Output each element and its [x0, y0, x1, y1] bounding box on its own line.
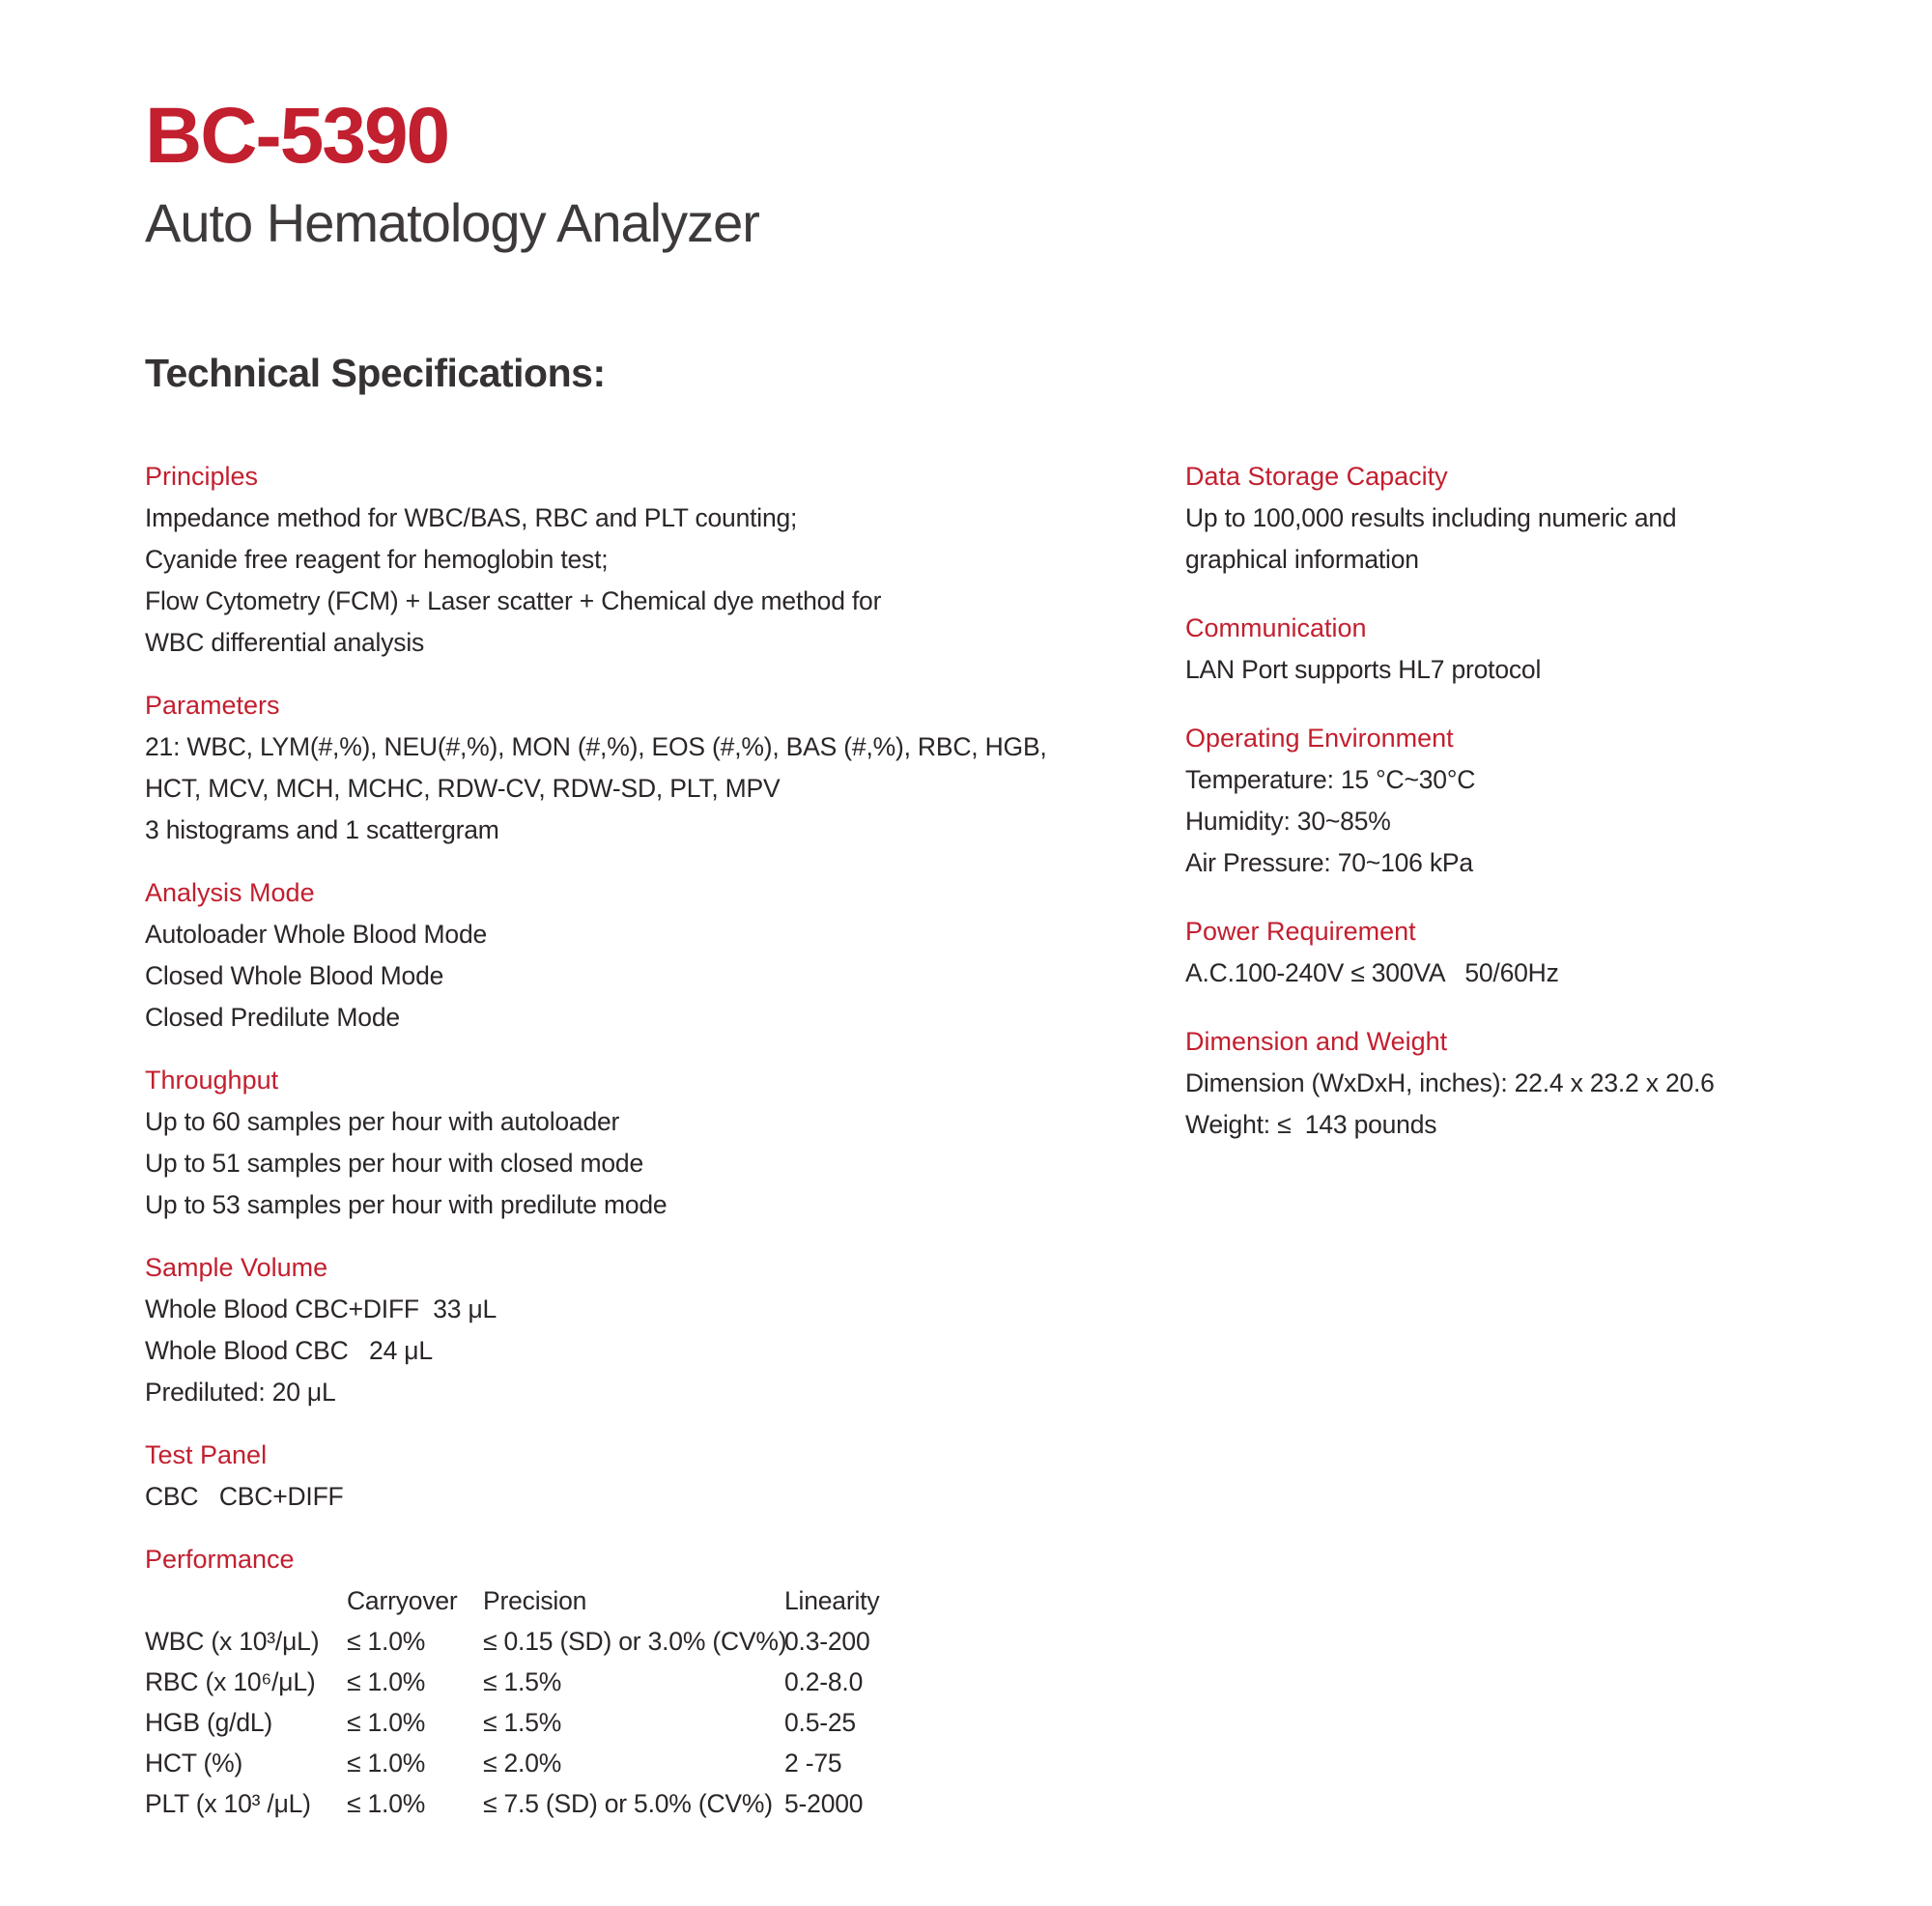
param-cell: WBC (x 10³/μL) — [145, 1627, 320, 1656]
section-heading: Sample Volume — [145, 1253, 328, 1282]
spec-text-line: Up to 53 samples per hour with predilute mode — [145, 1190, 668, 1219]
spec-text-line: 3 histograms and 1 scattergram — [145, 815, 499, 844]
linearity-cell: 0.3-200 — [784, 1627, 870, 1656]
section-power-requirement — [1185, 911, 1905, 994]
left-column — [145, 456, 1140, 1824]
performance-col-header: Precision — [483, 1586, 587, 1615]
performance-table-header-row — [145, 1580, 1140, 1621]
linearity-cell: 5-2000 — [784, 1789, 864, 1818]
param-cell: HGB (g/dL) — [145, 1708, 273, 1737]
technical-specifications-heading: Technical Specifications: — [145, 351, 606, 395]
spec-text-line: Closed Predilute Mode — [145, 1003, 400, 1032]
carryover-cell: ≤ 1.0% — [347, 1708, 426, 1737]
spec-text-line: Dimension (WxDxH, inches): 22.4 x 23.2 x 20.6 — [1185, 1068, 1715, 1097]
section-parameters — [145, 685, 1140, 851]
table-row — [145, 1621, 1140, 1662]
carryover-cell: ≤ 1.0% — [347, 1627, 426, 1656]
section-heading: Dimension and Weight — [1185, 1027, 1448, 1056]
precision-cell: ≤ 1.5% — [483, 1708, 562, 1737]
right-column — [1185, 456, 1905, 1146]
spec-text-line: A.C.100-240V ≤ 300VA 50/60Hz — [1185, 958, 1559, 987]
spec-text-line: LAN Port supports HL7 protocol — [1185, 655, 1542, 684]
spec-text-line: WBC differential analysis — [145, 628, 425, 657]
section-heading: Power Requirement — [1185, 917, 1416, 946]
spec-text-line: Prediluted: 20 μL — [145, 1378, 336, 1407]
spec-text-line: Air Pressure: 70~106 kPa — [1185, 848, 1473, 877]
spec-text-line: Autoloader Whole Blood Mode — [145, 920, 488, 949]
section-heading: Operating Environment — [1185, 724, 1454, 753]
section-heading: Data Storage Capacity — [1185, 462, 1448, 491]
table-row — [145, 1662, 1140, 1702]
spec-text-line: 21: WBC, LYM(#,%), NEU(#,%), MON (#,%), EOS (#,%), BAS (#,%), RBC, HGB, — [145, 732, 1047, 761]
performance-col-header: Carryover — [347, 1586, 458, 1615]
section-performance — [145, 1539, 1140, 1824]
section-communication — [1185, 608, 1905, 691]
performance-col-header — [145, 1580, 347, 1621]
table-row — [145, 1783, 1140, 1824]
section-heading: Test Panel — [145, 1440, 268, 1469]
section-heading: Performance — [145, 1545, 295, 1574]
section-heading: Throughput — [145, 1066, 279, 1095]
section-heading: Analysis Mode — [145, 878, 315, 907]
spec-text-line: Temperature: 15 °C~30°C — [1185, 765, 1476, 794]
section-heading: Communication — [1185, 613, 1367, 642]
spec-text-line: Whole Blood CBC+DIFF 33 μL — [145, 1294, 497, 1323]
carryover-cell: ≤ 1.0% — [347, 1749, 426, 1778]
section-operating-environment — [1185, 718, 1905, 884]
section-heading: Principles — [145, 462, 259, 491]
section-sample-volume — [145, 1247, 1140, 1413]
table-row — [145, 1702, 1140, 1743]
spec-text-line: Impedance method for WBC/BAS, RBC and PLT counting; — [145, 503, 798, 532]
carryover-cell: ≤ 1.0% — [347, 1789, 426, 1818]
section-data-storage-capacity — [1185, 456, 1905, 581]
section-principles — [145, 456, 1140, 664]
section-analysis-mode — [145, 872, 1140, 1038]
linearity-cell: 0.5-25 — [784, 1708, 856, 1737]
precision-cell: ≤ 7.5 (SD) or 5.0% (CV%) — [483, 1789, 773, 1818]
spec-text-line: Flow Cytometry (FCM) + Laser scatter + Chemical dye method for — [145, 586, 882, 615]
spec-text-line: Up to 51 samples per hour with closed mode — [145, 1149, 643, 1178]
section-test-panel — [145, 1435, 1140, 1518]
param-cell: PLT (x 10³ /μL) — [145, 1789, 311, 1818]
product-subtitle: Auto Hematology Analyzer — [145, 192, 759, 253]
spec-text-line: HCT, MCV, MCH, MCHC, RDW-CV, RDW-SD, PLT, MPV — [145, 774, 781, 803]
performance-col-header: Linearity — [784, 1586, 880, 1615]
spec-text-line: Cyanide free reagent for hemoglobin test; — [145, 545, 609, 574]
param-cell: HCT (%) — [145, 1749, 243, 1778]
carryover-cell: ≤ 1.0% — [347, 1667, 426, 1696]
spec-text-line: CBC CBC+DIFF — [145, 1482, 344, 1511]
spec-text-line: Up to 60 samples per hour with autoloader — [145, 1107, 620, 1136]
param-cell: RBC (x 10⁶/μL) — [145, 1667, 316, 1696]
section-dimension-and-weight — [1185, 1021, 1905, 1146]
linearity-cell: 0.2-8.0 — [784, 1667, 864, 1696]
performance-table — [145, 1580, 1140, 1824]
spec-text-line: Weight: ≤ 143 pounds — [1185, 1110, 1437, 1139]
spec-text-line: Whole Blood CBC 24 μL — [145, 1336, 433, 1365]
spec-text-line: Up to 100,000 results including numeric and — [1185, 503, 1677, 532]
spec-text-line: Humidity: 30~85% — [1185, 807, 1391, 836]
product-title: BC-5390 — [145, 92, 449, 180]
spec-text-line: graphical information — [1185, 545, 1419, 574]
precision-cell: ≤ 2.0% — [483, 1749, 562, 1778]
spec-text-line: Closed Whole Blood Mode — [145, 961, 444, 990]
section-heading: Parameters — [145, 691, 280, 720]
section-throughput — [145, 1060, 1140, 1226]
linearity-cell: 2 -75 — [784, 1749, 842, 1778]
table-row — [145, 1743, 1140, 1783]
precision-cell: ≤ 1.5% — [483, 1667, 562, 1696]
precision-cell: ≤ 0.15 (SD) or 3.0% (CV%) — [483, 1627, 787, 1656]
